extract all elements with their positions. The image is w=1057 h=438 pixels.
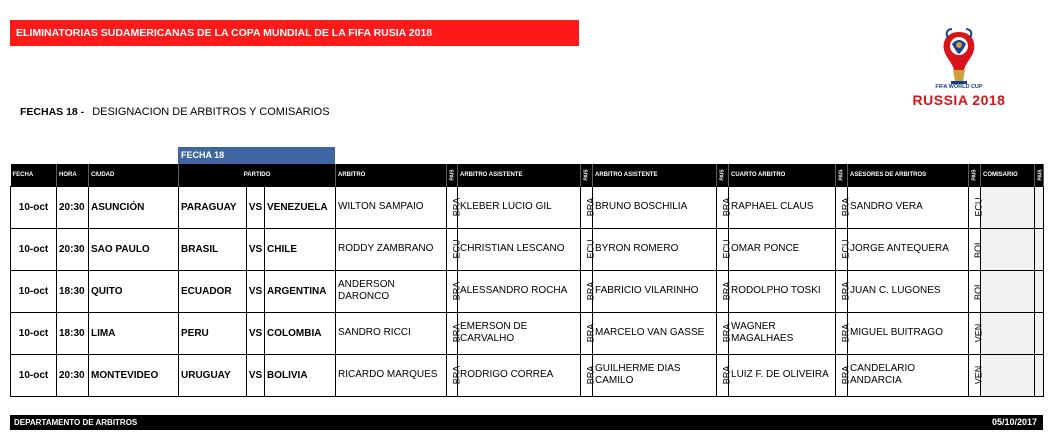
fourth-official-name: RAPHAEL CLAUS [729, 186, 836, 228]
referee-name: ANDERSON DARONCO [336, 270, 447, 312]
commissioner-country [1035, 186, 1044, 228]
col-hora: HORA [57, 164, 89, 186]
fecha-tab-label: FECHA 18 [181, 150, 225, 160]
assessor-name: CANDELARIO ANDARCIA [848, 354, 969, 396]
commissioner-name [981, 270, 1035, 312]
fourth-official-country: BRA [836, 270, 848, 312]
match-city: MONTEVIDEO [89, 354, 179, 396]
match-date: 10-oct [11, 270, 57, 312]
assistent-2-name: BYRON ROMERO [593, 228, 717, 270]
match-city: QUITO [89, 270, 179, 312]
assistent-1-name: ALESSANDRO ROCHA [458, 270, 581, 312]
table-row [11, 186, 1044, 228]
table-row [11, 270, 1044, 312]
match-city: ASUNCIÓN [89, 186, 179, 228]
away-team: COLOMBIA [265, 312, 336, 354]
col-fecha: FECHA [11, 164, 57, 186]
footer-bar [10, 415, 1043, 430]
fourth-official-name: RODOLPHO TOSKI [729, 270, 836, 312]
col-pais: PAIS [581, 164, 593, 186]
match-date: 10-oct [11, 228, 57, 270]
logo-caption-large: RUSSIA 2018 [912, 92, 1006, 108]
match-time: 18:30 [57, 312, 89, 354]
subtitle-text: DESIGNACION DE ARBITROS Y COMISARIOS [92, 106, 330, 118]
assistent-1-country: BRA [581, 186, 593, 228]
referee-name: RICARDO MARQUES [336, 354, 447, 396]
table-row [11, 312, 1044, 354]
assistent-1-country: BRA [581, 270, 593, 312]
assistent-1-name: KLEBER LUCIO GIL [458, 186, 581, 228]
assessor-country: ECU [969, 186, 981, 228]
assistent-2-name: MARCELO VAN GASSE [593, 312, 717, 354]
col-asesores: ASESORES DE ARBITROS [848, 164, 969, 186]
col-cuarto-arbitro: CUARTO ARBITRO [729, 164, 836, 186]
commissioner-country [1035, 312, 1044, 354]
assessor-name: JUAN C. LUGONES [848, 270, 969, 312]
assessor-country: BOL [969, 270, 981, 312]
logo-caption-small: FIFA WORLD CUP [935, 84, 983, 90]
section-subtitle [20, 106, 330, 118]
subtitle-label: FECHAS 18 - [20, 106, 85, 118]
assistent-2-country: BRA [717, 270, 729, 312]
assistent-1-country: BRA [581, 354, 593, 396]
assessor-country: BOL [969, 228, 981, 270]
match-city: SAO PAULO [89, 228, 179, 270]
assistent-2-country: ECU [717, 228, 729, 270]
assistent-1-country: BRA [581, 312, 593, 354]
fourth-official-country: BRA [836, 186, 848, 228]
assistent-2-country: BRA [717, 354, 729, 396]
away-team: ARGENTINA [265, 270, 336, 312]
referee-name: SANDRO RICCI [336, 312, 447, 354]
commissioner-name [981, 354, 1035, 396]
home-team: BRASIL [179, 228, 247, 270]
assessor-name: SANDRO VERA [848, 186, 969, 228]
col-ciudad: CIUDAD [89, 164, 179, 186]
versus-label: VS [247, 186, 265, 228]
match-date: 10-oct [11, 354, 57, 396]
commissioner-name [981, 186, 1035, 228]
home-team: PERU [179, 312, 247, 354]
col-partido: PARTIDO [179, 164, 336, 186]
assistent-1-name: CHRISTIAN LESCANO [458, 228, 581, 270]
fourth-official-country: BRA [836, 312, 848, 354]
referee-name: WILTON SAMPAIO [336, 186, 447, 228]
commissioner-country [1035, 270, 1044, 312]
commissioner-country [1035, 354, 1044, 396]
table-header-row [11, 164, 1044, 186]
assistent-2-name: BRUNO BOSCHILIA [593, 186, 717, 228]
away-team: BOLIVIA [265, 354, 336, 396]
assignment-table [10, 164, 1044, 397]
home-team: ECUADOR [179, 270, 247, 312]
col-pais: PAIS [447, 164, 458, 186]
table-row [11, 354, 1044, 396]
col-pais: PAIS [836, 164, 848, 186]
col-pais: PAIS [969, 164, 981, 186]
document-title: ELIMINATORIAS SUDAMERICANAS DE LA COPA MUNDIAL DE LA FIFA RUSIA 2018 [16, 27, 433, 39]
away-team: CHILE [265, 228, 336, 270]
referee-country: BRA [447, 312, 458, 354]
match-time: 20:30 [57, 228, 89, 270]
fourth-official-name: LUIZ F. DE OLIVEIRA [729, 354, 836, 396]
referee-country: BRA [447, 186, 458, 228]
assistent-1-country: ECU [581, 228, 593, 270]
assistent-1-name: RODRIGO CORREA [458, 354, 581, 396]
fecha-tab [178, 147, 335, 164]
col-pais: PAIS [1035, 164, 1044, 186]
assessor-country: VEN [969, 312, 981, 354]
home-team: URUGUAY [179, 354, 247, 396]
away-team: VENEZUELA [265, 186, 336, 228]
fourth-official-name: WAGNER MAGALHAES [729, 312, 836, 354]
col-arbitro: ARBITRO [336, 164, 447, 186]
footer-date: 05/10/2017 [991, 417, 1037, 427]
home-team: PARAGUAY [179, 186, 247, 228]
assistent-2-country: BRA [717, 312, 729, 354]
col-pais: PAIS [717, 164, 729, 186]
fourth-official-country: BRA [836, 354, 848, 396]
document-title-bar [10, 20, 579, 46]
assistent-2-name: FABRICIO VILARINHO [593, 270, 717, 312]
referee-country: BRA [447, 270, 458, 312]
assistent-2-name: GUILHERME DIAS CAMILO [593, 354, 717, 396]
fourth-official-country: ECU [836, 228, 848, 270]
assistent-2-country: BRA [717, 186, 729, 228]
referee-name: RODDY ZAMBRANO [336, 228, 447, 270]
assessor-name: MIGUEL BUITRAGO [848, 312, 969, 354]
world-cup-logo [904, 26, 1014, 112]
assistent-1-name: EMERSON DE CARVALHO [458, 312, 581, 354]
match-time: 18:30 [57, 270, 89, 312]
fourth-official-name: OMAR PONCE [729, 228, 836, 270]
referee-country: BRA [447, 354, 458, 396]
referee-country: ECU [447, 228, 458, 270]
versus-label: VS [247, 270, 265, 312]
match-time: 20:30 [57, 186, 89, 228]
versus-label: VS [247, 312, 265, 354]
commissioner-name [981, 228, 1035, 270]
versus-label: VS [247, 354, 265, 396]
col-asistente-2: ARBITRO ASISTENTE [593, 164, 717, 186]
col-comisario: COMISARIO [981, 164, 1035, 186]
match-date: 10-oct [11, 186, 57, 228]
match-time: 20:30 [57, 354, 89, 396]
footer-department: DEPARTAMENTO DE ARBITROS [14, 418, 138, 427]
versus-label: VS [247, 228, 265, 270]
match-city: LIMA [89, 312, 179, 354]
assessor-name: JORGE ANTEQUERA [848, 228, 969, 270]
match-date: 10-oct [11, 312, 57, 354]
commissioner-name [981, 312, 1035, 354]
table-row [11, 228, 1044, 270]
col-asistente-1: ARBITRO ASISTENTE [458, 164, 581, 186]
commissioner-country [1035, 228, 1044, 270]
assessor-country: VEN [969, 354, 981, 396]
